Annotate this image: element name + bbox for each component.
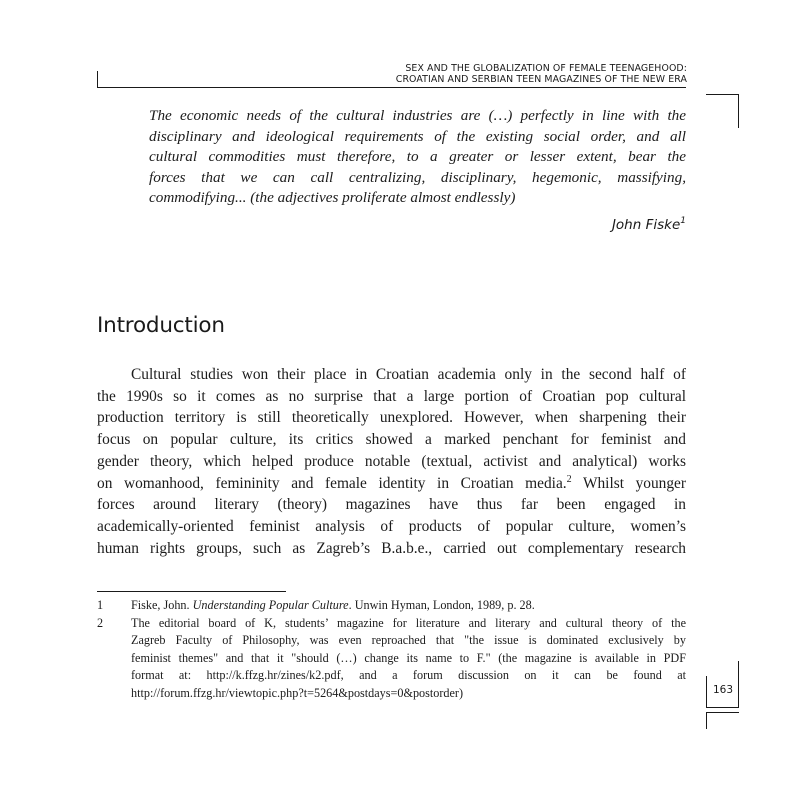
body-line: human rights groups, such as Zagreb’s B.a.b.e., carried out complementary research [97,539,686,557]
body-line [97,473,686,495]
page-number-box-right [738,661,739,708]
section-heading: Introduction [97,313,225,338]
body-line: forces around literary (theory) magazines have thus far been engaged in [97,496,686,514]
epigraph-line: disciplinary and ideological requirements of the existing social order, and all [149,127,686,145]
footnote-2-line: format at: http://k.ffzg.hr/zines/k2.pdf, and a forum discussion on it can be found at [131,668,686,683]
page-number: 163 [712,684,734,696]
body-line: academically-oriented feminist analysis of products of popular culture, women’s [97,517,686,535]
page-number-box-bottom [706,707,739,708]
header-rule [97,87,686,88]
footnote-number: 2 [97,615,104,630]
footnote-2-line: The editorial board of K, students’ magazine for literature and literary and cultural theory of the [131,615,686,630]
body-line: the 1990s so it comes as no surprise that a large portion of Croatian pop cultural [97,387,686,405]
body-paragraph [97,364,686,559]
running-head [396,63,687,85]
running-head-line-1: SEX AND THE GLOBALIZATION OF FEMALE TEENAGEHOOD: [405,63,687,74]
epigraph-quote [149,106,686,209]
corner-mark-horizontal [706,712,739,713]
footnote-1-title: Understanding Popular Culture [192,598,349,612]
footnote-ref-2[interactable]: 2 [566,473,572,485]
page-number-box-left [706,676,707,708]
header-rule-tick [97,71,98,88]
epigraph-attribution [612,216,686,233]
footnote-number: 1 [97,598,104,612]
footnote-2-line: Zagreb Faculty of Philosophy, was even reproached that "the issue is dominated exclusively by [131,633,686,648]
margin-bracket-top [706,94,739,95]
body-line-6-text: on womanhood, femininity and female identity in Croatian media. [97,474,567,492]
epigraph-line: The economic needs of the cultural industries are (…) perfectly in line with the [149,107,686,124]
running-head-line-2: CROATIAN AND SERBIAN TEEN MAGAZINES OF THE NEW ERA [395,74,687,85]
corner-mark-vertical [706,712,707,729]
footnote-2-line: http://forum.ffzg.hr/viewtopic.php?t=5264&postdays=0&postorder) [131,685,464,700]
body-line: focus on popular culture, its critics showed a marked penchant for feminist and [97,431,686,449]
footnote-1-suffix: . Unwin Hyman, London, 1989, p. 28. [348,598,535,612]
footnote-separator [97,591,286,592]
footnote-2-line: feminist themes" and that it "should (…) change its name to F." (the magazine is available in PDF [131,650,686,665]
body-line: gender theory, which helped produce notable (textual, activist and analytical) works [97,452,686,470]
footnotes [97,597,686,703]
epigraph-line: forces that we can call centralizing, disciplinary, hegemonic, massifying, [149,168,686,186]
epigraph-line: commodifying... (the adjectives proliferate almost endlessly) [149,189,516,207]
epigraph-author: John Fiske [611,217,681,233]
body-line-6-tail: Whilst younger [571,474,686,492]
epigraph-line: cultural commodities must therefore, to a greater or lesser extent, bear the [149,148,686,166]
footnote-2 [97,615,686,703]
footnote-1 [97,597,686,615]
footnote-1-prefix: Fiske, John. [131,598,193,612]
footnote-ref-1[interactable]: 1 [680,216,686,226]
body-line: production territory is still theoretically unexplored. However, when sharpening their [97,409,686,427]
margin-bracket-vertical [738,94,739,128]
body-line: Cultural studies won their place in Croatian academia only in the second half of [131,366,686,383]
